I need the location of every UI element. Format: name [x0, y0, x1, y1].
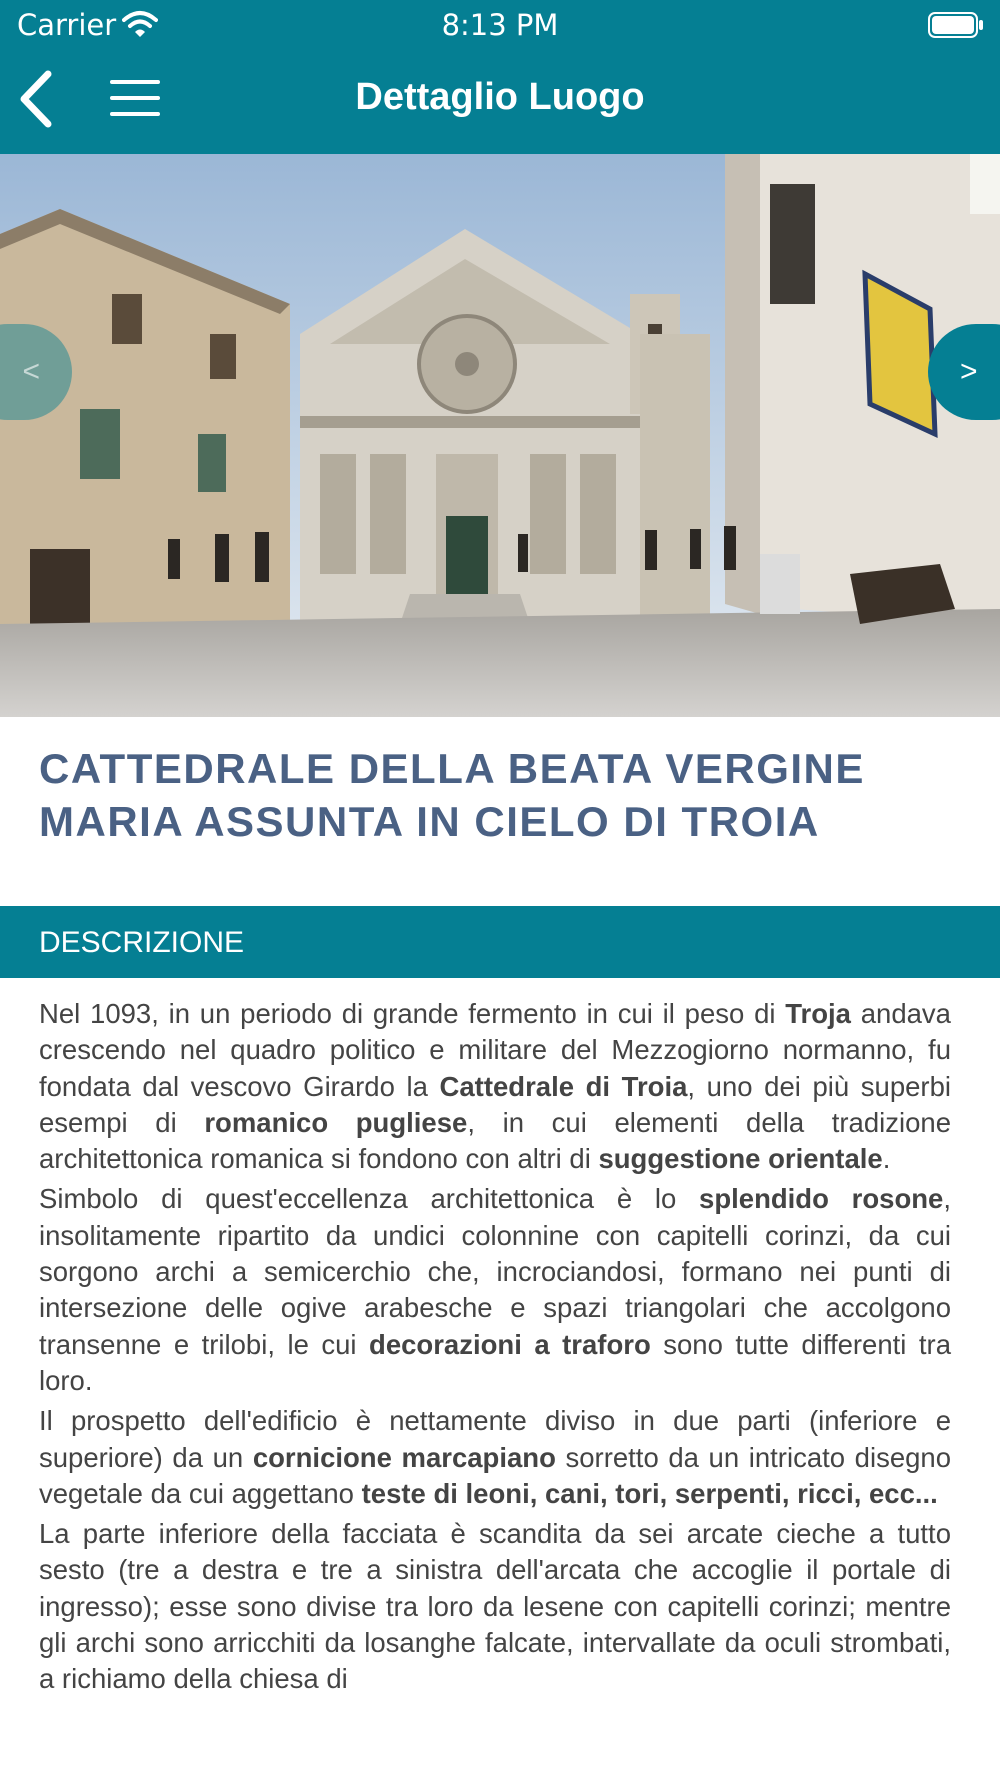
carousel-prev-button[interactable]: < [0, 324, 72, 420]
description-paragraph-1: Nel 1093, in un periodo di grande fermento in cui il peso di Troja andava crescendo nel quadro politico e militare del Mezzogiorno normanno, fu fondata dal vescovo Girardo la Cattedrale di Troia, uno dei più superbi esempi di romanico pugliese, in cui elementi della tradizione architettonica romanica si fondono con altri di suggestione orientale. [39, 998, 952, 1175]
battery-icon [928, 12, 984, 38]
section-header-description [0, 906, 1000, 978]
status-bar [0, 0, 1000, 50]
description-paragraph-4: La parte inferiore della facciata è scandita da sei arcate cieche a tutto sesto (tre a destra e tre a sinistra dell'arcata che accoglie il portale di ingresso); esse sono divise tra loro da lesene con capitelli corinzi; mentre gli archi sono arricchiti da losanghe falcate, intervallate da oculi strombati, a richiamo della chiesa di [39, 1518, 951, 1695]
section-header-label: DESCRIZIONE [39, 926, 245, 959]
navigation-bar [0, 50, 1000, 154]
top-bar [0, 0, 1000, 154]
description-text [39, 996, 951, 1702]
description-paragraph-3: Il prospetto dell'edificio è nettamente diviso in due parti (inferiore e superiore) da un cornicione marcapiano sorretto da un intricato disegno vegetale da cui aggettano teste di leoni, cani, tori, serpenti, ricci, ecc... [39, 1405, 951, 1509]
description-paragraph-2: Simbolo di quest'eccellenza architettonica è lo splendido rosone, insolitamente ripartito da undici colonnine con capitelli corinzi, da cui sorgono archi a semicerchio che, incrociandosi, formano nei punti di intersezione delle ogive arabesche e spazi triangolari che accolgono transenne e trilobi, le cui decorazioni a traforo sono tutte differenti tra loro. [39, 1183, 951, 1396]
place-title: CATTEDRALE DELLA BEATA VERGINE MARIA ASSUNTA IN CIELO DI TROIA [39, 745, 865, 845]
image-carousel[interactable] [0, 154, 1000, 717]
status-time: 8:13 PM [441, 8, 559, 42]
page-title: Dettaglio Luogo [355, 76, 645, 118]
cathedral-photo [0, 154, 1000, 717]
carousel-next-button[interactable]: > [928, 324, 1000, 420]
carrier-label: Carrier [17, 8, 117, 42]
